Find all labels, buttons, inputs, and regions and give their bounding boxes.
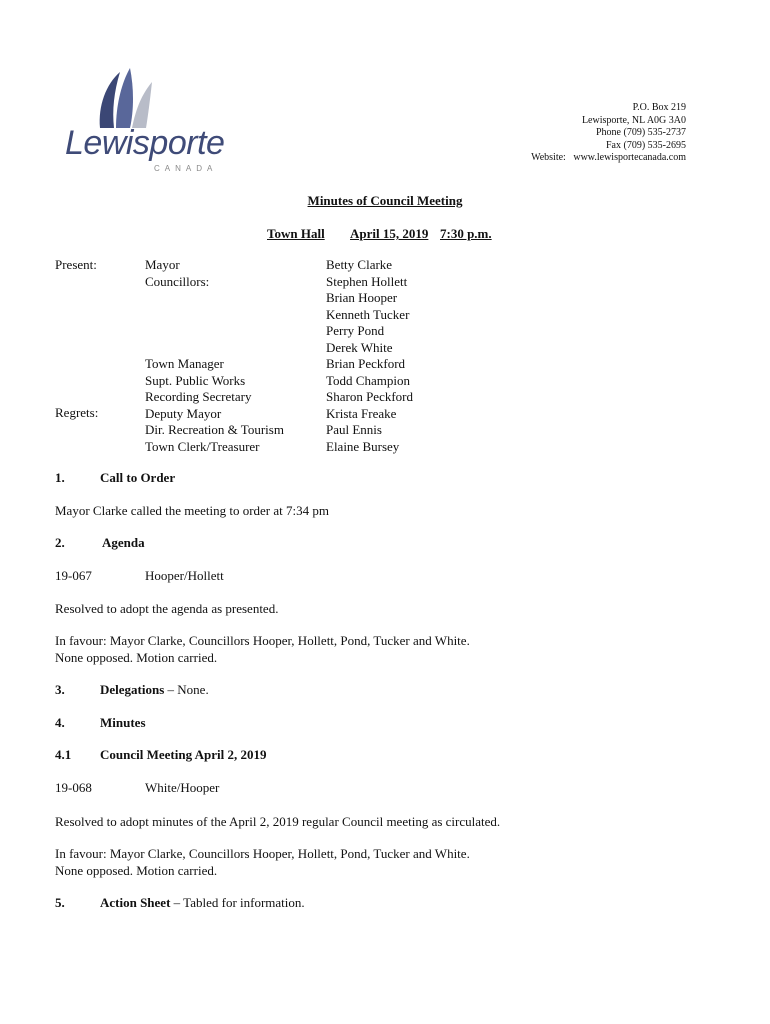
motion-number: 19-068: [55, 780, 92, 795]
motion-movers: White/Hooper: [145, 780, 220, 795]
attendee-name: Paul Ennis: [326, 422, 382, 437]
section-line-delegations: [100, 682, 209, 698]
section-heading-action-sheet: Action Sheet: [100, 895, 171, 910]
section-heading-minutes: Minutes: [100, 715, 146, 730]
vote-in-favour: In favour: Mayor Clarke, Councillors Hooper, Hollett, Pond, Tucker and White.: [55, 633, 470, 648]
section-number: 5.: [55, 895, 65, 910]
po-box: P.O. Box 219: [632, 102, 686, 113]
role: Supt. Public Works: [145, 372, 246, 388]
section-line-action-sheet: [100, 895, 305, 911]
section-heading-agenda: Agenda: [102, 535, 145, 550]
attendee-name: Sharon Peckford: [326, 389, 414, 404]
page-title: Minutes of Council Meeting: [307, 193, 463, 208]
meeting-date: April 15, 2019: [350, 226, 429, 241]
role: Mayor: [145, 257, 180, 272]
motion-number: 19-067: [55, 568, 92, 583]
regrets-label: Regrets:: [55, 405, 99, 420]
attendee-name: Betty Clarke: [326, 257, 393, 272]
vote-result: None opposed. Motion carried.: [55, 650, 218, 665]
section-number: 3.: [55, 682, 65, 697]
resolution-text: Resolved to adopt minutes of the April 2, 2019 regular Council meeting as circulated.: [55, 814, 501, 829]
address-block: [531, 102, 686, 165]
role: Dir. Recreation & Tourism: [145, 422, 284, 437]
role: Councillors:: [145, 273, 210, 289]
logo-wordmark: Lewisporte: [65, 124, 225, 162]
paragraph: Mayor Clarke called the meeting to order at 7:34 pm: [55, 503, 329, 518]
logo-tagline: CANADA: [154, 164, 218, 173]
motion-movers: Hooper/Hollett: [145, 568, 224, 583]
staff-roles: [145, 356, 284, 455]
section-heading-call-to-order: Call to Order: [100, 470, 176, 485]
role: Town Clerk/Treasurer: [145, 438, 260, 454]
attendee-name: Kenneth Tucker: [326, 306, 410, 322]
section-number: 4.: [55, 715, 65, 730]
vote-in-favour: In favour: Mayor Clarke, Councillors Hooper, Hollett, Pond, Tucker and White.: [55, 846, 470, 861]
town-logo: [62, 66, 225, 178]
attendee-name: Todd Champion: [326, 372, 410, 388]
website-label: Website:: [531, 152, 566, 163]
attendee-name: Krista Freake: [326, 405, 397, 421]
phone: Phone (709) 535-2737: [596, 127, 686, 138]
section-note: – None.: [164, 682, 209, 697]
vote-result: None opposed. Motion carried.: [55, 863, 218, 878]
attendee-name: Elaine Bursey: [326, 438, 400, 454]
present-label: Present:: [55, 257, 97, 272]
role: Deputy Mayor: [145, 405, 222, 421]
section-note: – Tabled for information.: [170, 895, 305, 910]
fax: Fax (709) 535-2695: [606, 139, 686, 151]
website-line: [531, 152, 686, 165]
attendee-name: Perry Pond: [326, 323, 385, 338]
attendee-name: Stephen Hollett: [326, 273, 408, 289]
attendee-names: [326, 257, 413, 455]
section-number: 2.: [55, 535, 65, 550]
meeting-time: 7:30 p.m.: [440, 226, 492, 241]
present-roles: [145, 257, 209, 290]
website-url: www.lewisportecanada.com: [573, 152, 686, 163]
attendee-name: Brian Hooper: [326, 290, 398, 305]
role: Recording Secretary: [145, 389, 252, 404]
role: Town Manager: [145, 356, 224, 371]
section-number: 4.1: [55, 747, 72, 762]
attendee-name: Brian Peckford: [326, 356, 406, 371]
meeting-location: Town Hall: [267, 226, 325, 241]
section-heading-delegations: Delegations: [100, 682, 165, 697]
section-heading-council-meeting: Council Meeting April 2, 2019: [100, 747, 267, 762]
resolution-text: Resolved to adopt the agenda as presented.: [55, 601, 279, 616]
city-postal: Lewisporte, NL A0G 3A0: [581, 114, 686, 126]
attendee-name: Derek White: [326, 339, 393, 355]
section-number: 1.: [55, 470, 65, 485]
